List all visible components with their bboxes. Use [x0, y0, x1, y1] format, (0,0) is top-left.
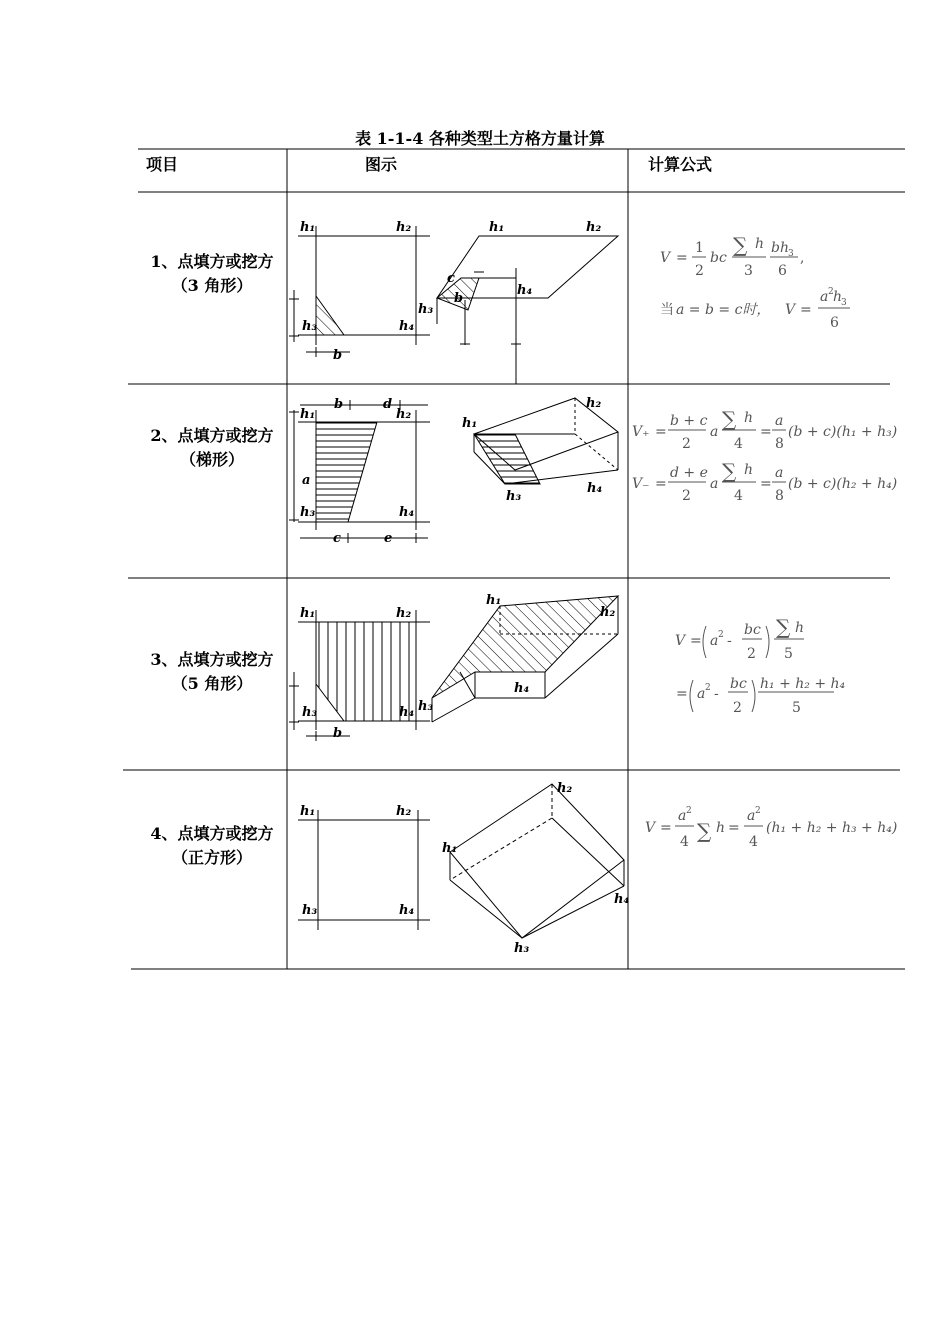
svg-text:8: 8: [775, 436, 784, 452]
svg-text:2: 2: [682, 488, 691, 504]
svg-text:6: 6: [778, 263, 787, 279]
svg-text:b + c: b + c: [670, 413, 708, 429]
label-h3: h₃: [302, 319, 318, 334]
svg-text:a: a: [747, 808, 756, 824]
svg-text:3: 3: [744, 263, 753, 279]
label-h1: h₁: [300, 220, 316, 235]
svg-text:5: 5: [784, 646, 793, 662]
svg-text:2: 2: [695, 263, 704, 279]
svg-text:V: V: [645, 820, 656, 836]
label-3-h4: h₄: [399, 705, 415, 720]
label-4-iso-h1: h₁: [442, 841, 458, 856]
row-2-shape: （梯形）: [179, 450, 244, 469]
svg-text:4: 4: [749, 834, 758, 850]
svg-text:6: 6: [830, 315, 839, 331]
svg-text:∑: ∑: [776, 615, 791, 639]
svg-text:h: h: [716, 820, 726, 836]
svg-text:=: =: [800, 302, 812, 318]
svg-text:a: a: [678, 808, 687, 824]
svg-text:2: 2: [747, 646, 756, 662]
svg-text:h: h: [755, 236, 765, 252]
svg-text:=: =: [760, 476, 772, 492]
label-h2: h₂: [396, 220, 412, 235]
row-3-shape: （5 角形）: [171, 674, 253, 693]
label-4-iso-h3: h₃: [514, 941, 530, 956]
label-3-iso-h3: h₃: [418, 699, 434, 714]
svg-text:a: a: [710, 424, 719, 440]
svg-text:V: V: [660, 250, 671, 266]
svg-text:d + e: d + e: [670, 465, 708, 481]
figure-3-iso: [432, 596, 618, 722]
svg-text:8: 8: [775, 488, 784, 504]
svg-text:3: 3: [841, 298, 847, 308]
label-4-h2: h₂: [396, 804, 412, 819]
label-4-h4: h₄: [399, 903, 415, 918]
figure-3-plan: [289, 610, 430, 741]
label-2-d: d: [383, 397, 393, 412]
svg-text:a: a: [775, 413, 784, 429]
svg-text:=: =: [676, 686, 688, 702]
label-iso-h2: h₂: [586, 220, 602, 235]
svg-text:2: 2: [686, 806, 692, 816]
label-2-b: b: [334, 397, 344, 412]
figure-4-iso: [450, 784, 624, 938]
formula-2-minus: V₋: [632, 476, 650, 492]
label-4-iso-h2: h₂: [557, 781, 573, 796]
svg-text:a: a: [697, 686, 706, 702]
svg-text:∑: ∑: [722, 407, 737, 431]
svg-text:bc: bc: [710, 250, 727, 266]
row-1-shape: （3 角形）: [171, 276, 253, 295]
svg-text:5: 5: [792, 700, 801, 716]
svg-text:,: ,: [800, 250, 805, 266]
svg-text:2: 2: [828, 287, 834, 297]
figure-1-iso: [437, 236, 618, 384]
svg-text:=: =: [655, 476, 667, 492]
svg-text:bh: bh: [771, 240, 789, 256]
svg-text:=: =: [655, 424, 667, 440]
table-title: 表 1-1-4 各种类型土方格方量计算: [355, 129, 605, 148]
row-2-name: 2、点填方或挖方: [150, 426, 274, 445]
label-3-iso-h2: h₂: [600, 605, 616, 620]
svg-text:(b + c)(h₁ + h₃): (b + c)(h₁ + h₃): [788, 424, 898, 440]
svg-text:=: =: [690, 633, 702, 649]
svg-text:h₁ + h₂ + h₄: h₁ + h₂ + h₄: [760, 676, 846, 692]
svg-text:V: V: [675, 633, 686, 649]
svg-text:(h₁ + h₂ + h₃ + h₄): (h₁ + h₂ + h₃ + h₄): [766, 820, 898, 836]
svg-text:4: 4: [734, 436, 743, 452]
label-h4: h₄: [399, 319, 415, 334]
label-2-iso-h2: h₂: [586, 396, 602, 411]
svg-text:h: h: [744, 462, 754, 478]
svg-text:h: h: [833, 289, 843, 305]
formula-2: [632, 407, 897, 504]
svg-text:=: =: [660, 820, 672, 836]
label-2-a: a: [302, 473, 311, 488]
svg-text:∑: ∑: [697, 819, 712, 843]
label-3-h2: h₂: [396, 606, 412, 621]
label-3-h1: h₁: [300, 606, 316, 621]
label-iso-b: b: [454, 291, 464, 306]
svg-text:2: 2: [733, 700, 742, 716]
formula-1-cond: a = b = c时，: [676, 302, 771, 318]
label-iso-c: c: [447, 271, 455, 286]
header-figure: 图示: [365, 155, 398, 174]
label-4-iso-h4: h₄: [614, 892, 630, 907]
svg-text:h: h: [744, 410, 754, 426]
formula-4: [645, 806, 897, 850]
label-2-h4: h₄: [399, 505, 415, 520]
svg-text:2: 2: [755, 806, 761, 816]
label-2-h1: h₁: [300, 407, 316, 422]
svg-text:4: 4: [734, 488, 743, 504]
svg-text:2: 2: [705, 683, 711, 693]
row-4-shape: （正方形）: [171, 848, 252, 867]
row-3-name: 3、点填方或挖方: [150, 650, 274, 669]
label-iso-h1: h₁: [489, 220, 505, 235]
label-2-h3: h₃: [300, 505, 316, 520]
svg-text:4: 4: [680, 834, 689, 850]
svg-text:bc: bc: [730, 676, 747, 692]
formula-3: [675, 615, 846, 716]
label-iso-h3: h₃: [418, 302, 434, 317]
formula-2-plus: V₊: [632, 424, 650, 440]
svg-text:=: =: [728, 820, 740, 836]
header-item: 项目: [146, 155, 179, 174]
label-3-iso-h4: h₄: [514, 681, 530, 696]
svg-text:h: h: [795, 620, 805, 636]
svg-text:a: a: [775, 465, 784, 481]
svg-text:a: a: [820, 289, 829, 305]
label-2-iso-h1: h₁: [462, 416, 478, 431]
row-4-name: 4、点填方或挖方: [150, 824, 274, 843]
formula-1-when: 当: [660, 302, 674, 318]
svg-text:∑: ∑: [733, 233, 748, 257]
svg-text:2: 2: [718, 630, 724, 640]
svg-text:=: =: [676, 250, 688, 266]
label-3-h3: h₃: [302, 705, 318, 720]
svg-text:∑: ∑: [722, 459, 737, 483]
svg-text:=: =: [760, 424, 772, 440]
label-2-iso-h4: h₄: [587, 481, 603, 496]
svg-text:-: -: [714, 686, 719, 702]
svg-text:1: 1: [695, 240, 704, 256]
label-2-h2: h₂: [396, 407, 412, 422]
svg-text:(b + c)(h₂ + h₄): (b + c)(h₂ + h₄): [788, 476, 898, 492]
label-3-b: b: [333, 726, 343, 741]
label-iso-h4: h₄: [517, 283, 533, 298]
svg-text:3: 3: [788, 249, 794, 259]
header-formula: 计算公式: [648, 155, 713, 174]
svg-text:-: -: [727, 633, 732, 649]
label-2-c: c: [333, 531, 341, 546]
svg-text:a: a: [710, 476, 719, 492]
svg-text:2: 2: [682, 436, 691, 452]
figure-1-plan: [289, 226, 430, 357]
label-2-e: e: [384, 531, 393, 546]
svg-text:V: V: [785, 302, 796, 318]
svg-text:bc: bc: [744, 622, 761, 638]
table-grid: [123, 149, 905, 969]
svg-text:a: a: [710, 633, 719, 649]
formula-1: [660, 233, 850, 331]
label-4-h3: h₃: [302, 903, 318, 918]
label-3-iso-h1: h₁: [486, 593, 502, 608]
row-1-name: 1、点填方或挖方: [150, 252, 274, 271]
label-b: b: [333, 348, 343, 363]
label-2-iso-h3: h₃: [506, 489, 522, 504]
label-4-h1: h₁: [300, 804, 316, 819]
